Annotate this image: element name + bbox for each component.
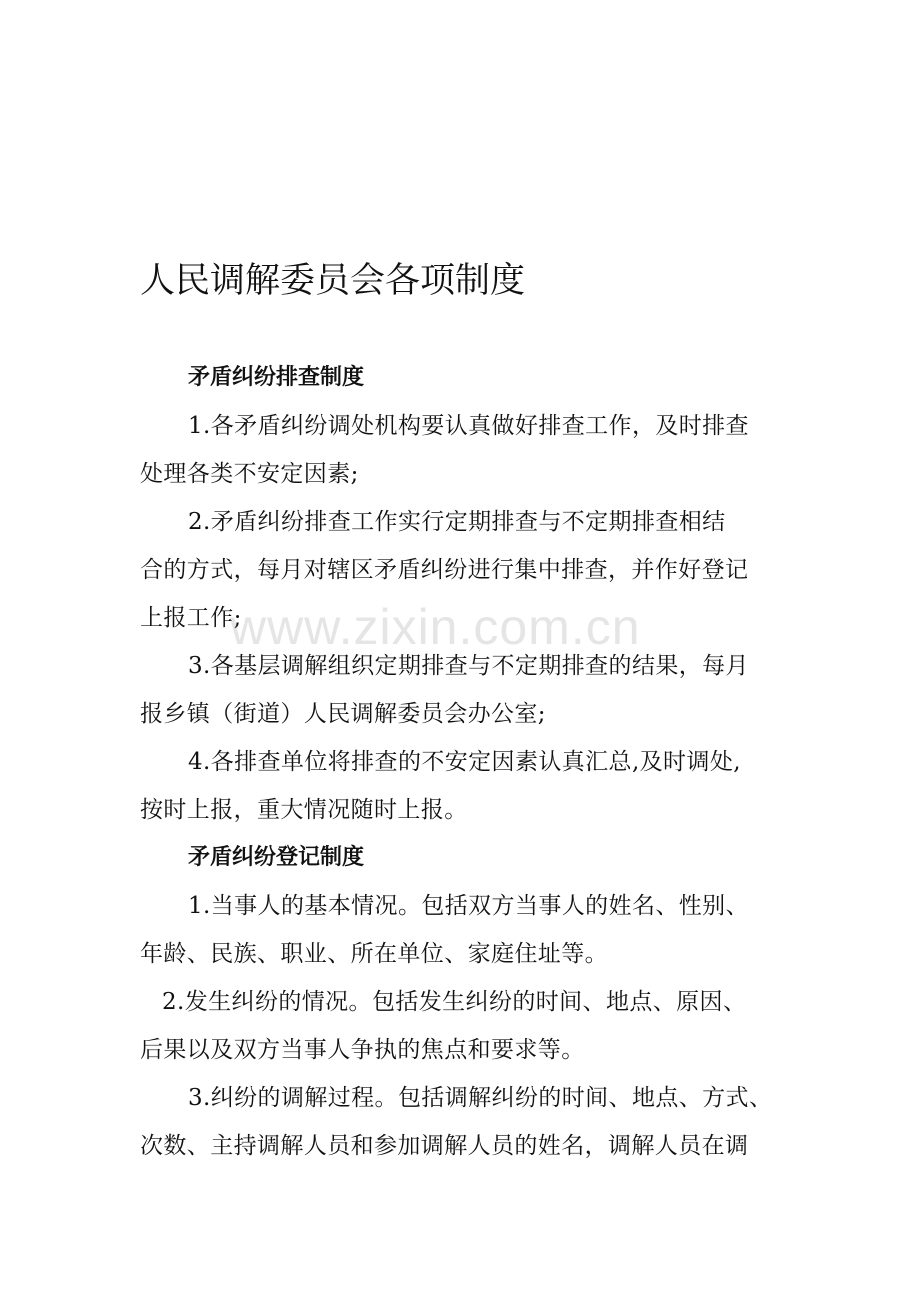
paragraph-line: 后果以及双方当事人争执的焦点和要求等。 (140, 1037, 585, 1063)
paragraph-item-6 (140, 978, 780, 1074)
paragraph-line: 4.各排查单位将排查的不安定因素认真汇总,及时调处, (188, 749, 741, 775)
paragraph-line: 合的方式，每月对辖区矛盾纠纷进行集中排查，并作好登记 (140, 557, 749, 583)
section-heading-dispute-registration: 矛盾纠纷登记制度 (188, 845, 365, 870)
paragraph-item-3 (140, 642, 780, 738)
paragraph-line: 2.矛盾纠纷排查工作实行定期排查与不定期排查相结 (188, 509, 726, 535)
paragraph-item-1 (140, 402, 780, 498)
paragraph-line: 按时上报，重大情况随时上报。 (140, 797, 468, 823)
paragraph-line: 处理各类不安定因素; (140, 461, 359, 487)
paragraph-line: 2.发生纠纷的情况。包括发生纠纷的时间、地点、原因、 (162, 989, 747, 1015)
paragraph-item-7 (140, 1074, 780, 1170)
paragraph-line: 1.当事人的基本情况。包括双方当事人的姓名、性别、 (188, 893, 749, 919)
paragraph-item-4 (140, 738, 780, 834)
paragraph-item-5 (140, 882, 780, 978)
paragraph-line: 年龄、民族、职业、所在单位、家庭住址等。 (140, 941, 608, 967)
paragraph-line: 3.各基层调解组织定期排查与不定期排查的结果，每月 (188, 653, 749, 679)
paragraph-line: 上报工作; (140, 605, 242, 631)
paragraph-line: 报乡镇（街道）人民调解委员会办公室; (140, 701, 546, 727)
document-title: 人民调解委员会各项制度 (140, 261, 526, 301)
watermark: www.zixin.com.cn (230, 599, 641, 655)
paragraph-item-2 (140, 498, 780, 642)
paragraph-line: 3.纠纷的调解过程。包括调解纠纷的时间、地点、方式、 (188, 1085, 773, 1111)
paragraph-line: 1.各矛盾纠纷调处机构要认真做好排查工作，及时排查 (188, 413, 749, 439)
paragraph-line: 次数、主持调解人员和参加调解人员的姓名，调解人员在调 (140, 1133, 749, 1159)
section-heading-dispute-screening: 矛盾纠纷排查制度 (188, 365, 365, 390)
